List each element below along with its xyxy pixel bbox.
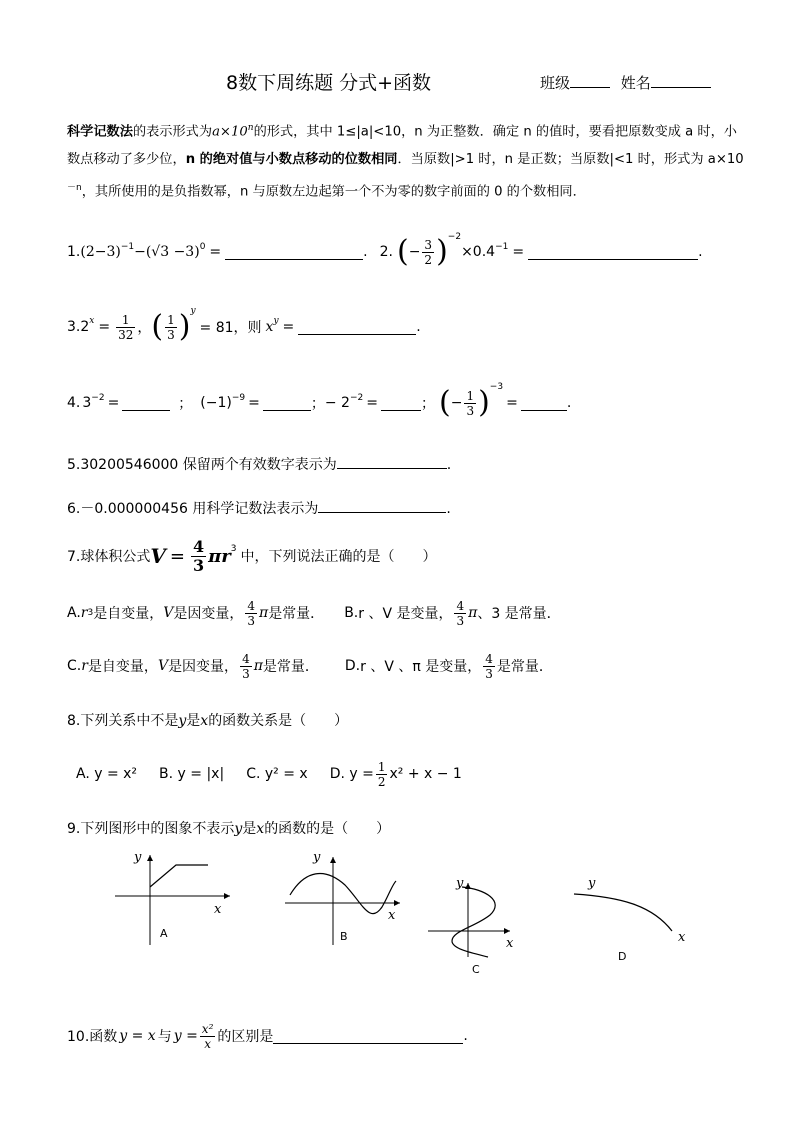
q7-option-D-t2: 是常量． [496,659,553,675]
q3-base: 2 [80,319,90,335]
q7-option-A-V: V [163,605,174,621]
name-blank[interactable] [651,73,711,88]
intro-bold-rule: n 的绝对值与小数点移动的位数相同 [185,152,398,168]
q1-expr-b: −(√3 −3) [134,244,200,260]
q3-exp-y: y [190,306,196,316]
intro-exp: n [247,123,254,133]
q7-option-C-t1: 是自变量， [87,659,158,675]
graph-A-x-label: x [214,902,222,917]
q4-a: 3 [82,395,92,411]
q7-options-row-2: C. r 是自变量， V 是因变量， $\frac{4}{3}$ π 是常量． D. r 、V 、π 是变量， $\frac{4}{3}$ 是常量． [67,651,553,681]
q8-option-D[interactable]: D. y = [329,766,374,782]
q9-x: x [256,821,265,837]
q2-period: . [698,244,703,260]
intro-expr: a×10 [212,124,248,140]
question-3: 3. 2 $^x$ = $\frac{1}{32}$ ， ( $\frac{1}{3}$ ) $^y$ = 81，则 x $^y$ = . [67,306,421,344]
graph-B-x-label: x [388,908,396,923]
graph-D[interactable] [574,876,686,963]
q7-option-D-label[interactable]: D. [344,658,361,674]
q9-mid: 是 [242,821,257,837]
q4-blank-2[interactable] [263,396,311,411]
q7-option-A-label[interactable]: A. [67,605,81,621]
q3-number: 3. [67,319,81,335]
q1-expr-a: (2−3) [80,244,121,260]
q7-option-A-pi: π [258,605,269,621]
graph-A-y-label: y [134,850,142,865]
q9-y: y [234,821,243,837]
q5-answer-blank[interactable] [337,454,447,469]
q4-fraction: $\frac{1}{3}$ [466,388,475,418]
q4-d-exp: −3 [489,382,504,392]
q2-fraction: $\frac{3}{2}$ [424,237,433,267]
q7-option-D-t1: r 、V 、π 是变量， [360,659,482,675]
question-7: 7.球体积公式 V = $\frac{4}{3}$ πr $^3$ 中，下列说法正确的是（ ） [67,536,437,575]
q3-equals: = [98,319,111,335]
graph-B-label: B [340,930,348,943]
intro-paragraph [67,114,747,207]
q5-period: . [446,457,452,473]
q3-equals-2: = [282,319,295,335]
q4-blank-1[interactable] [122,396,170,411]
q1-exp-b: 0 [199,242,206,252]
q7-option-A-r: r [80,605,88,621]
q8-text: 8.下列关系中不是 [67,713,179,729]
q4-blank-4[interactable] [521,396,567,411]
q3-fraction: $\frac{1}{32}$ [118,312,134,342]
q10-answer-blank[interactable] [273,1029,463,1044]
q8-option-C[interactable]: C. y² = x [246,766,308,782]
intro-text-b: 的形式，其中 1≤|a|<10，n 为正整数．确定 n 的值时，要看把原数变成 a 时，小数点移动了多少位， [67,124,737,168]
q3-x: x [265,319,274,335]
q8-option-D-expr: x² + x − 1 [389,766,462,782]
q3-comma: ， [137,320,152,336]
q8-mid: 是 [186,713,201,729]
q8-options: A. y = x² B. y = |x| C. y² = x D. y = $\frac{1}{2}$ x² + x − 1 [76,759,462,789]
q7-exp: 3 [230,544,237,554]
q8-y: y [178,713,187,729]
q6-answer-blank[interactable] [318,498,446,513]
class-label: 班级 [540,74,571,92]
question-8 [67,710,348,730]
intro-text-a: 的表示形式为 [132,124,213,140]
q7-option-B-pi: π [468,605,478,621]
class-field [540,72,711,93]
q7-option-B-t2: 、3 是常量． [477,606,561,622]
q3-period: . [416,319,421,335]
graph-A-label: A [160,927,168,940]
graph-C-x-label: x [506,936,514,951]
graph-B-y-label: y [313,850,321,865]
q10-period: . [463,1028,468,1044]
graph-D-label: D [618,950,627,963]
graph-C[interactable] [428,876,514,976]
q10-text-b: 的区别是 [217,1029,274,1045]
graph-C-label: C [472,963,480,976]
intro-bold-term: 科学记数法 [67,124,133,140]
q7-text-b: 中，下列说法正确的是（ ） [240,549,437,565]
intro-text-d: ，其所使用的是负指数幂，n 与原数左边起第一个不为零的数字前面的 0 的个数相同． [81,184,586,200]
question-10 [67,1016,468,1056]
q7-fraction: $\frac{4}{3}$ [192,536,205,575]
q7-options-row-1: A. r 3 是自变量， V 是因变量， $\frac{4}{3}$ π 是常量． B. r 、V 是变量， $\frac{4}{3}$ π 、3 是常量． [67,598,561,628]
intro-text-c: ．当原数|>1 时，n 是正数；当原数|<1 时，形式为 a×10 [397,152,744,168]
q6-period: . [446,501,451,517]
graph-B[interactable] [285,850,400,945]
q4-number: 4. [67,395,81,411]
question-5 [67,454,451,474]
question-4: 4. 3 $^{-2}$ = ； (−1) $^{-9}$ = ； − 2 $^{-2}$ = ； ( − $\frac{1}{3}$ ) $^{-3}$ = . [67,382,572,420]
q2-answer-blank[interactable] [528,245,698,260]
graph-A[interactable] [115,850,230,945]
q4-a-exp: −2 [91,393,105,403]
q7-option-C-r: r [81,658,88,674]
q9-tail: 的函数的是（ ） [264,821,391,837]
q3-rhs: = 81，则 [199,320,262,336]
q9-text: 9.下列图形中的图象不表示 [67,821,235,837]
page-title: 8数下周练题 分式+函数 [226,72,432,94]
name-label: 姓名 [620,74,651,92]
intro-exp2: －n [67,183,82,194]
q8-option-A[interactable]: A. y = x² [76,766,138,782]
q7-text-a: 7.球体积公式 [67,549,151,565]
q1-answer-blank[interactable] [225,245,363,260]
q7-option-A-t2: 是因变量， [173,606,244,622]
q7-option-B-label[interactable]: B. [344,605,359,621]
q10-expr-1: y = x [119,1028,156,1044]
q4-b: (−1) [200,395,232,411]
graph-D-y-label: y [588,876,596,891]
q10-mid: 与 [157,1029,172,1045]
q7-option-C-label[interactable]: C. [67,658,82,674]
q1-equals: = [209,244,222,260]
graph-C-y-label: y [456,876,464,891]
question-1-2: 1. (2−3) $^{-1}$ −(√3 −3) $^0$ = . 2. ( − $\frac{3}{2}$ ) $^{-2}$ ×0.4 $^{-1}$ = . [67,232,703,269]
q7-V: V [150,544,166,568]
q3-xy-exp: y [273,316,279,326]
q10-text-a: 10.函数 [67,1029,118,1045]
q7-option-B-t1: r 、V 是变量， [358,606,453,622]
q7-option-C-t2: 是因变量， [168,659,239,675]
q3-fraction-2: $\frac{1}{3}$ [167,312,175,342]
q7-option-C-t3: 是常量． [262,659,319,675]
q10-expr-2: y = [173,1028,198,1044]
q2-equals: = [512,244,525,260]
q5-text: 5.30200546000 保留两个有效数字表示为 [67,457,337,473]
question-6 [67,498,451,518]
q3-exp-x: x [89,316,95,326]
q7-option-A-t3: 是常量． [268,606,325,622]
q4-blank-3[interactable] [381,396,421,411]
q3-answer-blank[interactable] [298,320,416,335]
q8-x: x [200,713,209,729]
question-9 [67,818,390,838]
q2-exp: −2 [447,232,462,242]
q1-number: 1. [67,244,81,260]
q7-option-A-t1: 是自变量， [93,606,164,622]
q4-c-exp: −2 [349,393,364,403]
q8-option-B[interactable]: B. y = |x| [159,766,225,782]
q4-b-exp: −9 [231,393,246,403]
graph-D-x-label: x [678,930,686,945]
q7-option-C-V: V [157,658,169,674]
q8-tail: 的函数关系是（ ） [208,713,349,729]
q7-option-C-pi: π [253,658,263,674]
class-blank[interactable] [570,73,610,88]
q1-exp-a: −1 [120,242,135,252]
q6-text: 6.－0.000000456 用科学记数法表示为 [67,501,319,517]
q1-period: . [363,244,368,260]
q9-graphs [100,845,700,980]
q4-c: − 2 [324,395,350,411]
q2-exp-d: −1 [495,242,509,252]
q10-fraction: $\frac{\text{x²}}{x}$ [201,1021,214,1051]
q7-pr: πr [208,545,231,567]
q2-number: 2. [379,244,393,260]
q2-expr: ×0.4 [461,244,496,260]
